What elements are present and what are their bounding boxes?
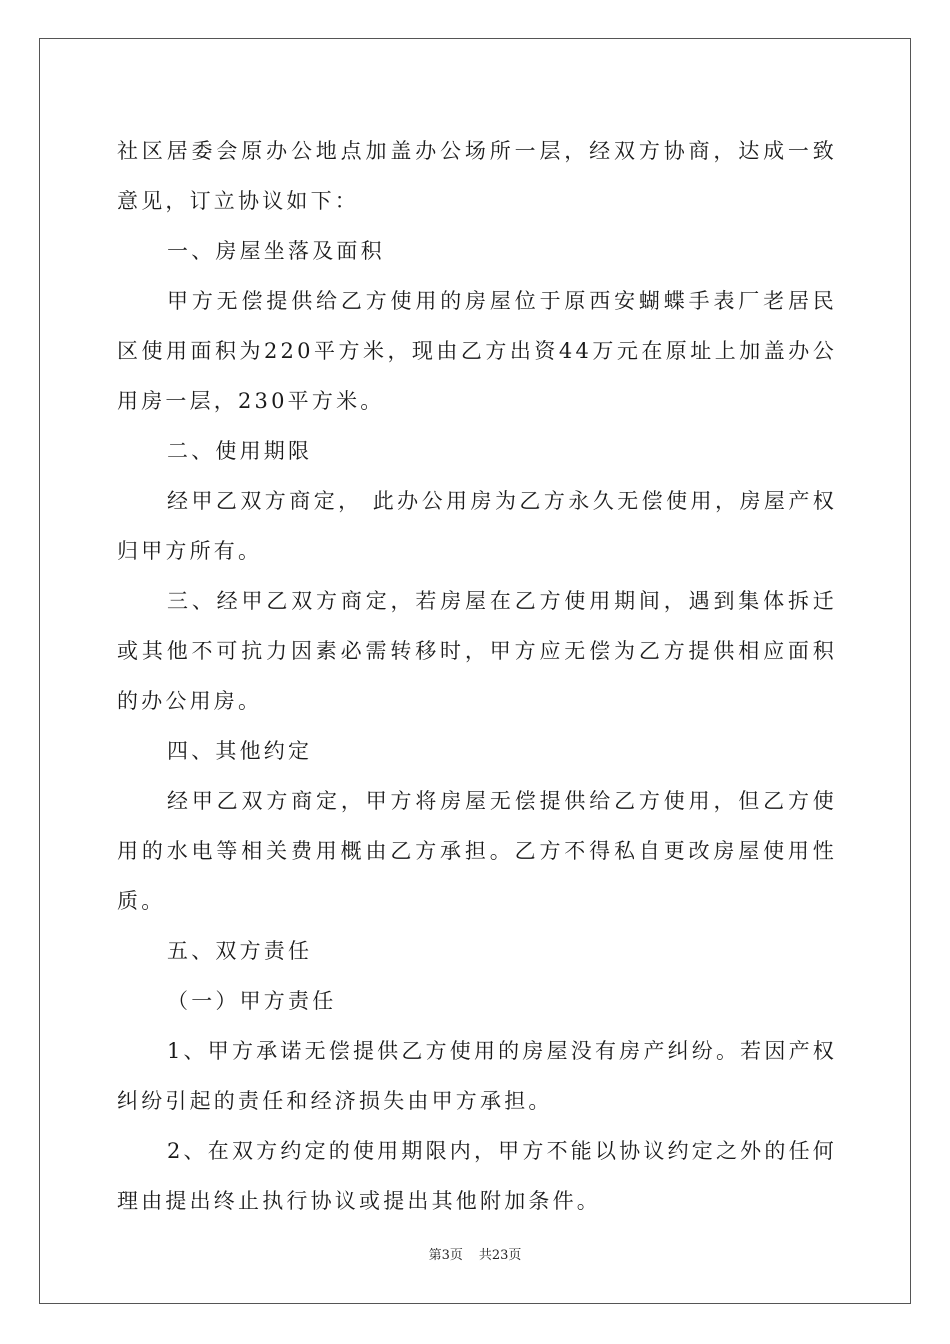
page-footer <box>0 1244 950 1263</box>
paragraph: 经甲乙双方商定，甲方将房屋无偿提供给乙方使用，但乙方使用的水电等相关费用概由乙方承担。乙方不得私自更改房屋使用性质。 <box>117 789 837 913</box>
page-number: 第3页 <box>428 1248 463 1263</box>
paragraph: 经甲乙双方商定， 此办公用房为乙方永久无偿使用，房屋产权归甲方所有。 <box>117 489 837 563</box>
section-heading-other-terms: 四、其他约定 <box>167 739 313 763</box>
paragraph: 2、在双方约定的使用期限内，甲方不能以协议约定之外的任何理由提出终止执行协议或提出其他附加条件。 <box>117 1139 837 1213</box>
paragraph: 1、甲方承诺无偿提供乙方使用的房屋没有房产纠纷。若因产权纠纷引起的责任和经济损失由甲方承担。 <box>117 1039 837 1113</box>
paragraph: 三、经甲乙双方商定，若房屋在乙方使用期间，遇到集体拆迁或其他不可抗力因素必需转移时，甲方应无偿为乙方提供相应面积的办公用房。 <box>117 589 837 713</box>
paragraph: 甲方无偿提供给乙方使用的房屋位于原西安蝴蝶手表厂老居民区使用面积为220平方米，现由乙方出资44万元在原址上加盖办公用房一层，230平方米。 <box>117 289 837 413</box>
paragraph: 社区居委会原办公地点加盖办公场所一层，经双方协商，达成一致意见，订立协议如下： <box>117 139 837 213</box>
section-heading-location-area: 一、房屋坐落及面积 <box>167 239 385 263</box>
document-body <box>117 126 837 1226</box>
section-heading-responsibilities: 五、双方责任 <box>167 939 313 963</box>
page-total: 共23页 <box>478 1248 522 1263</box>
section-heading-usage-period: 二、使用期限 <box>167 439 313 463</box>
subsection-heading-party-a: （一）甲方责任 <box>167 989 337 1013</box>
